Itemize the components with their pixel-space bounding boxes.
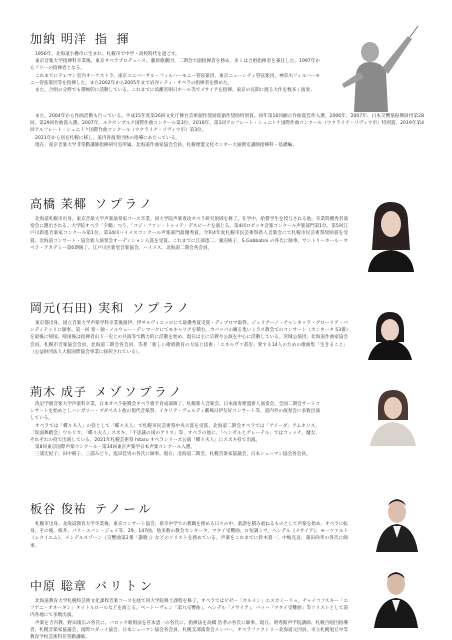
performer-name: 中原 聡章: [30, 579, 87, 593]
performer-bio: [30, 51, 320, 94]
performer-role: テノール: [94, 502, 154, 516]
performer-heading: [30, 30, 320, 47]
performer-role: 指 揮: [94, 32, 132, 46]
performer-heading: [30, 299, 348, 316]
performer-role: メゾソプラノ: [94, 385, 185, 399]
portrait-image: [364, 384, 422, 446]
performer-bio: [30, 320, 348, 356]
bio-paragraph: また、2004年から作曲活動も行っている。平成15年度第26回文化庁舞台芸術創作奨励賞創作奨励特別賞。同年第16回顕示作曲賞佳作入選、2006年、2007年、日本交響楽振興財団第28回、第29回作曲賞入選。2007年、ルクセンブルク国際作曲コンクール第3位、2016年、第1回アルフレート・シュニトケ国際作曲コンクール（ウクライナ・リヴィウ市）特別賞、2019年第4回アルフレート・シュニトケ国際作曲コンクール（ウクライナ・リヴィウ市）第3位。: [30, 114, 424, 134]
bio-paragraph: オペラでは「蝶々夫人」の役として「蝶々夫人」で札幌市民芸術祭中央大賞を受賞、北海道二期会オペラでは「アイーダ」アムネリス、「仮面舞踏会」ウルリカ、「蝶々夫人」スズキ、「不思議の国のアリス」等、オペラの他に、「ヘンゼルとグレーテル」ではウィッチ、魔女、それぞれの役で出演している。2021年札幌芸術祭 hitaru オペラシリーズ公演「蝶々夫人」にスズキ役で出演。: [30, 423, 320, 444]
conductor-photo: [330, 22, 422, 112]
tenor-photo: [372, 494, 422, 552]
performer-heading: [30, 195, 348, 212]
bio-paragraph: 東京都出身。国立音楽大学声楽学科卒業後渡伊、伊オルヴィエッロにて最優秀賞受賞・ディプロマ取得。ジュリアーノ・チャンネッラ・グローリア・バンディテッリに師事。第一回 奏・独・ノルウェー・デンマークにてモキャリアを積む。カバッバの観る集いミラス教会でのコンサート（カンタータ 53番）を最後に帰国。帰国後は指揮者山下一史との共演等で精力的に活動を始め、現在は主に宗教や公演を中心に活動している。宮城公演団、北海道作曲家協会会員。札幌市音楽協会会員、北海道二期会各会員、等著「新しい歌唱教育の方法と技術」「エネルヴァ書房」愛する14人のための歌曲集「生きること」（公益財団法人大阪国際協会事業に採択されている）。: [30, 321, 348, 355]
portrait-image: [360, 196, 422, 272]
performer-profile-conductor: [30, 30, 320, 94]
mezzo-photo: [364, 384, 422, 446]
performer-heading: [30, 383, 410, 400]
bio-paragraph: 現在、東京音楽大学非常勤講師指揮研究室所属。北海道作曲家協会会員、札幌連盟文化センター大通教室講師指揮科・基礎編。: [35, 142, 297, 148]
soprano-2-photo: [360, 308, 420, 360]
portrait-image: [372, 494, 422, 552]
bio-paragraph: 1956年、北海道小樽市に生まれ、札幌市で中学・高校時代を過ごす。: [35, 52, 180, 57]
performer-bio-continued: [30, 113, 424, 149]
performer-profile-soprano-1: [30, 195, 348, 252]
performer-bio: [30, 598, 348, 640]
performer-role: バリトン: [94, 579, 155, 593]
performer-bio: [30, 401, 320, 459]
performer-profile-mezzo: [30, 383, 410, 400]
bio-paragraph: 三浦宏紀子、田中朝子、三浦みどり、塩田佳男の各氏に師事。現在、北海道二期会、札幌音楽家協議会、日本シューマン協会各会員。: [35, 452, 311, 458]
performer-profile-conductor-cont: [30, 113, 424, 149]
conductor-silhouette-image: [330, 22, 422, 112]
performer-profile-tenor: [30, 500, 348, 550]
performer-name: 板谷 俊祐: [30, 502, 87, 516]
portrait-image: [370, 566, 422, 628]
bio-paragraph: 声楽を吉内教、野田康広の各氏に、バロック歌唱法を宮本恵一の各氏に、指揮法を高橋 浩孝の各氏に師事。現在、明秀館声学院講師、札幌合唱団指導者、札幌音楽家協議会、国際コダーイ協会、日本シューマン協会各会員、札幌支部演奏会メンバー。オペラファクトリー北海道元団員、市立札幌旭丘中等教育学校芸術科非常勤講師。: [30, 620, 348, 640]
performer-name: 荊木 成子: [30, 385, 87, 399]
performer-profile-mezzo-body: [30, 401, 320, 459]
bio-paragraph: 北海道教育大学札幌校芸術文化課程音楽コースを経て同大学院修士課程を修了。オペラではビゼー「カルメン」エスカミーリョ、チャイコフスキー「エフゲニ・オネーギン」タイトルロールなどを演じる。ベートーヴェン「第九交響曲」、ヘンデル「メサイア」、バッハ「マタイ受難曲」等ソリストとして道内各地にて多数出演。: [30, 599, 348, 619]
bio-paragraph: これまでにテレマン室内オーケストラ、東京ユニバーサル・フィルハーモニー管弦楽団、東京ニューシティ管弦楽団、神奈川フィルハーモニー管弦楽団等を指揮した。また2002年から2005年まで岩谷シティ・オペラの指揮者を務めた。: [30, 73, 320, 86]
bio-paragraph: 北海道札幌市出身。東京音楽大学声楽演奏家コース卒業。同大学院声楽専攻オペラ研究領域を修了。在学中、給費学生を授与される他、卒業時優秀者演奏会に選出される。大学院オペラ「夕鶴」つう、「コジ・ファン・トゥッテ」デスピーナを演じる。第4回ロゼッタ音楽コンクール声楽部門第1位、第5回江戸川新進音楽家コンクール第1位、第34回ハイメスコンクール声楽部門最優秀賞。令和4年度札幌市民芸術祭新人音楽会にて札幌市民芸術祭奨励賞を受賞。北海道コンサート・協会新人演奏会オーディション入賞を受賞。これまでに江部恵二、蓼沼純子、S.Gabbatini の各氏に師事。サントリーホール・オペラ・アカデミー第6期修了。江戸川区新堂音楽協会、ハイメス、北海道二期会各会員。: [30, 217, 348, 251]
baritone-photo: [370, 566, 422, 628]
portrait-image: [360, 308, 420, 360]
performer-profile-soprano-2: [30, 299, 348, 356]
bio-paragraph: 洗足学園音楽大学声楽科卒業、日本オペラ振興会オペラ歌手育成部修了。札幌新人音楽会、日本演奏連盟新人演奏会、全国二期会サートコンサートを始めとしハンガリー・ブダペスト他の現代音楽祭、イタリア・ヴェルディ劇場日伊友好コンサート等、道内外の演奏会に多数出演している。: [30, 402, 320, 422]
performer-name: 加納 明洋: [30, 32, 87, 46]
soprano-1-photo: [360, 196, 422, 272]
bio-paragraph: 東京音楽大学指揮科卒業後、東京オペラプロデュース、藤原歌劇団、二期会で副指揮者を務め、多くは合唱指揮者を兼任した。1997年からフリーの指揮者となる。: [30, 59, 320, 72]
bio-paragraph: 2021年から居を札幌に移し、道内各演奏団体の指導にあたっている。: [35, 135, 180, 141]
performer-name: 高橋 茉椰: [30, 197, 87, 211]
performer-heading: [30, 577, 348, 594]
performer-role: ソプラノ: [94, 197, 155, 211]
bio-paragraph: 札幌市出身。北海道教育大学卒業後、東京コンサート協会、新卒中学での教職を務める日々の中、楽譜を積み重ねるものとして声楽を始め、オペラに転身。その後、桜井、パリ・エバン・ジェリ等、29、147曲、他多数の教会カンタータ、マタイ受難曲、ロ短調ミサ、ヘンデル《メサイア》、モーツァルト《レクイエム》、メンデルスゾーン《交響曲第2番「讃歌」》などのソリストを務めている。声楽をこれまでに鈴木寛一、中嶋克彦、蒲田尚孝の各氏に師事。: [30, 522, 348, 549]
performer-profile-baritone: [30, 577, 348, 640]
performer-role: ソプラノ: [132, 301, 192, 315]
performer-bio: [30, 216, 348, 252]
performer-heading: [30, 500, 348, 517]
performer-name: 岡元(石田) 実和: [30, 301, 125, 315]
performer-bio: [30, 521, 348, 550]
bio-paragraph: 第8回東京国際声楽コンクール・第34回東京声楽学日本声楽コンクール入選。: [35, 445, 195, 451]
bio-paragraph: また、合唱の分野でも積極的に活動している。これまでに浜離宮朝日ホール等でメサイアを指揮、東京の長期に渡る大作を数多く演奏。: [35, 88, 315, 94]
